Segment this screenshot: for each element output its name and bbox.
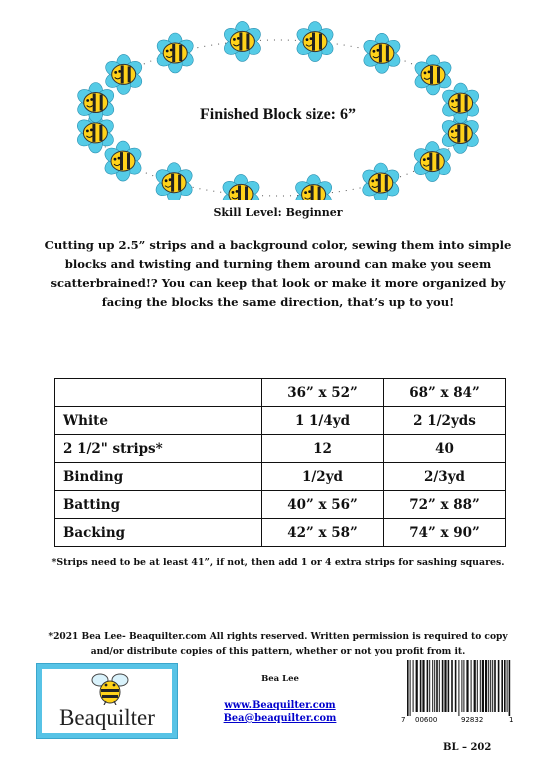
row-value-small: 40” x 56” — [262, 491, 384, 519]
row-label: Backing — [55, 519, 262, 547]
row-value-large: 40 — [384, 435, 506, 463]
flower-bee-icon — [153, 163, 195, 200]
flower-bee-icon — [154, 33, 196, 73]
flower-bee-icon — [222, 21, 264, 61]
size-header-small: 36” x 52” — [262, 379, 384, 407]
flower-bee-icon — [411, 142, 453, 182]
copyright-notice: *2021 Bea Lee- Beaquilter.com All rights reserved. Written permission is required to copy and/or distribute copies of this pattern, whether or not you profit from it. — [48, 631, 508, 657]
website-link[interactable]: www.Beaquilter.com — [224, 700, 336, 711]
pattern-code: BL – 202 — [443, 742, 492, 753]
table-row — [55, 519, 506, 547]
row-value-large: 72” x 88” — [384, 491, 506, 519]
flower-bee-icon — [102, 141, 144, 181]
beaquilter-logo — [36, 663, 178, 739]
flower-bee-icon — [293, 175, 335, 200]
pattern-description: Cutting up 2.5” strips and a background color, sewing them into simple blocks and twisting and turning them around can make you seem scatterbrained!? You can keep that look or make it more organized by facing the blocks the same direction, that’s up to you! — [44, 238, 512, 309]
flower-bee-icon — [440, 83, 482, 123]
bee-flower-wreath-illustration — [0, 0, 556, 200]
barcode-digit-left: 7 — [401, 716, 406, 724]
flower-bee-icon — [103, 54, 145, 94]
flower-bee-icon — [75, 83, 117, 123]
row-value-small: 1/2yd — [262, 463, 384, 491]
bee-icon — [90, 671, 130, 705]
row-value-large: 2/3yd — [384, 463, 506, 491]
flower-bee-icon — [294, 22, 336, 62]
email-link[interactable]: Bea@beaquilter.com — [223, 713, 337, 724]
row-label: White — [55, 407, 262, 435]
table-row — [55, 435, 506, 463]
upc-barcode — [399, 660, 517, 724]
logo-inner-panel — [42, 669, 172, 733]
flower-bee-icon — [412, 55, 454, 95]
finished-block-size-title: Finished Block size: 6” — [199, 106, 356, 123]
table-corner-cell — [55, 379, 262, 407]
size-header-large: 68” x 84” — [384, 379, 506, 407]
row-value-large: 2 1/2yds — [384, 407, 506, 435]
flower-bee-icon — [220, 174, 262, 200]
row-label: 2 1/2" strips* — [55, 435, 262, 463]
table-row — [55, 463, 506, 491]
flower-bee-icon — [360, 163, 402, 200]
barcode-digit-right: 1 — [509, 716, 514, 724]
row-label: Batting — [55, 491, 262, 519]
row-value-small: 1 1/4yd — [262, 407, 384, 435]
flower-bee-icon — [361, 33, 403, 73]
table-row — [55, 407, 506, 435]
row-value-small: 42” x 58” — [262, 519, 384, 547]
barcode-digits-group-2: 92832 — [461, 716, 484, 724]
row-label: Binding — [55, 463, 262, 491]
table-header-row — [55, 379, 506, 407]
strips-footnote: *Strips need to be at least 41”, if not, then add 1 or 4 extra strips for sashing squares. — [51, 557, 505, 568]
barcode-digits-group-1: 00600 — [415, 716, 438, 724]
author-name: Bea Lee — [261, 674, 299, 684]
fabric-requirements-table — [54, 378, 506, 547]
table-row — [55, 491, 506, 519]
logo-wordmark: Beaquilter — [59, 705, 155, 730]
row-value-small: 12 — [262, 435, 384, 463]
skill-level: Skill Level: Beginner — [213, 206, 343, 219]
row-value-large: 74” x 90” — [384, 519, 506, 547]
